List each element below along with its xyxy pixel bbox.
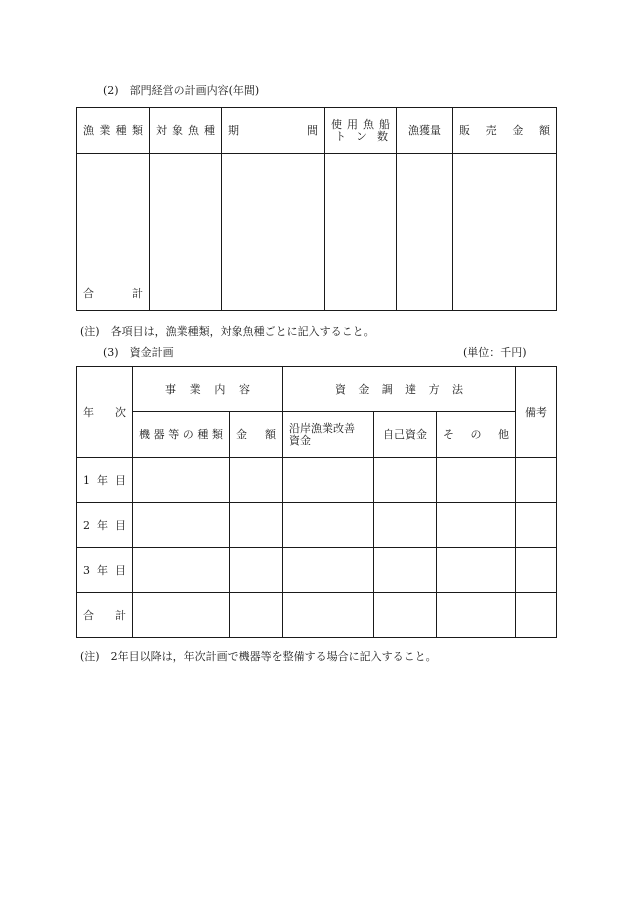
section2-note: (注) 各項目は，漁業種類，対象魚種ごとに記入すること。 [80,325,375,338]
amount-cell[interactable] [230,593,283,638]
total-label-cell: 合 計 [77,154,150,311]
header-year: 年 次 [77,367,133,458]
header-equipment-type: 機 器 等 の 種 類 [133,412,230,458]
row-label-year3: 3 年 目 [77,548,133,593]
coastal-fund-cell[interactable] [283,503,374,548]
catch-entry-cell[interactable] [397,154,453,311]
header-sales: 販 売 金 額 [453,108,557,154]
species-entry-cell[interactable] [150,154,222,311]
coastal-fund-cell[interactable] [283,593,374,638]
remarks-cell[interactable] [516,548,557,593]
row-label-year1: 1 年 目 [77,458,133,503]
header-business: 事 業 内 容 [133,367,283,412]
section2-heading: (2) 部門経営の計画内容(年間) [103,84,260,97]
header-target-species: 対 象 魚 種 [150,108,222,154]
header-remarks: 備考 [516,367,557,458]
vessel-entry-cell[interactable] [325,154,397,311]
other-cell[interactable] [437,503,516,548]
amount-cell[interactable] [230,458,283,503]
fishery-plan-table [76,107,557,311]
unit-label: (単位：千円) [463,346,527,359]
remarks-cell[interactable] [516,503,557,548]
equipment-cell[interactable] [133,593,230,638]
row-label-year2: 2 年 目 [77,503,133,548]
own-fund-cell[interactable] [374,458,437,503]
header-fishery-type: 漁 業 種 類 [77,108,150,154]
row-label-total: 合 計 [77,593,133,638]
other-cell[interactable] [437,458,516,503]
header-period: 期 間 [222,108,325,154]
other-cell[interactable] [437,593,516,638]
section3-note: (注) 2年目以降は，年次計画で機器等を整備する場合に記入すること。 [80,650,437,663]
header-own-fund: 自己資金 [374,412,437,458]
equipment-cell[interactable] [133,503,230,548]
funding-plan-table [76,366,557,638]
remarks-cell[interactable] [516,458,557,503]
own-fund-cell[interactable] [374,593,437,638]
amount-cell[interactable] [230,548,283,593]
sales-entry-cell[interactable] [453,154,557,311]
other-cell[interactable] [437,548,516,593]
equipment-cell[interactable] [133,458,230,503]
equipment-cell[interactable] [133,548,230,593]
remarks-cell[interactable] [516,593,557,638]
header-other: そ の 他 [437,412,516,458]
coastal-fund-cell[interactable] [283,458,374,503]
section3-heading: (3) 資金計画 [103,346,174,359]
period-entry-cell[interactable] [222,154,325,311]
header-funding: 資 金 調 達 方 法 [283,367,516,412]
header-coastal-fund: 沿岸漁業改善 資金 [283,412,374,458]
header-vessel-tonnage: 使 用 魚 船 ト ン 数 [325,108,397,154]
header-catch: 漁獲量 [397,108,453,154]
header-amount: 金 額 [230,412,283,458]
own-fund-cell[interactable] [374,503,437,548]
amount-cell[interactable] [230,503,283,548]
coastal-fund-cell[interactable] [283,548,374,593]
own-fund-cell[interactable] [374,548,437,593]
